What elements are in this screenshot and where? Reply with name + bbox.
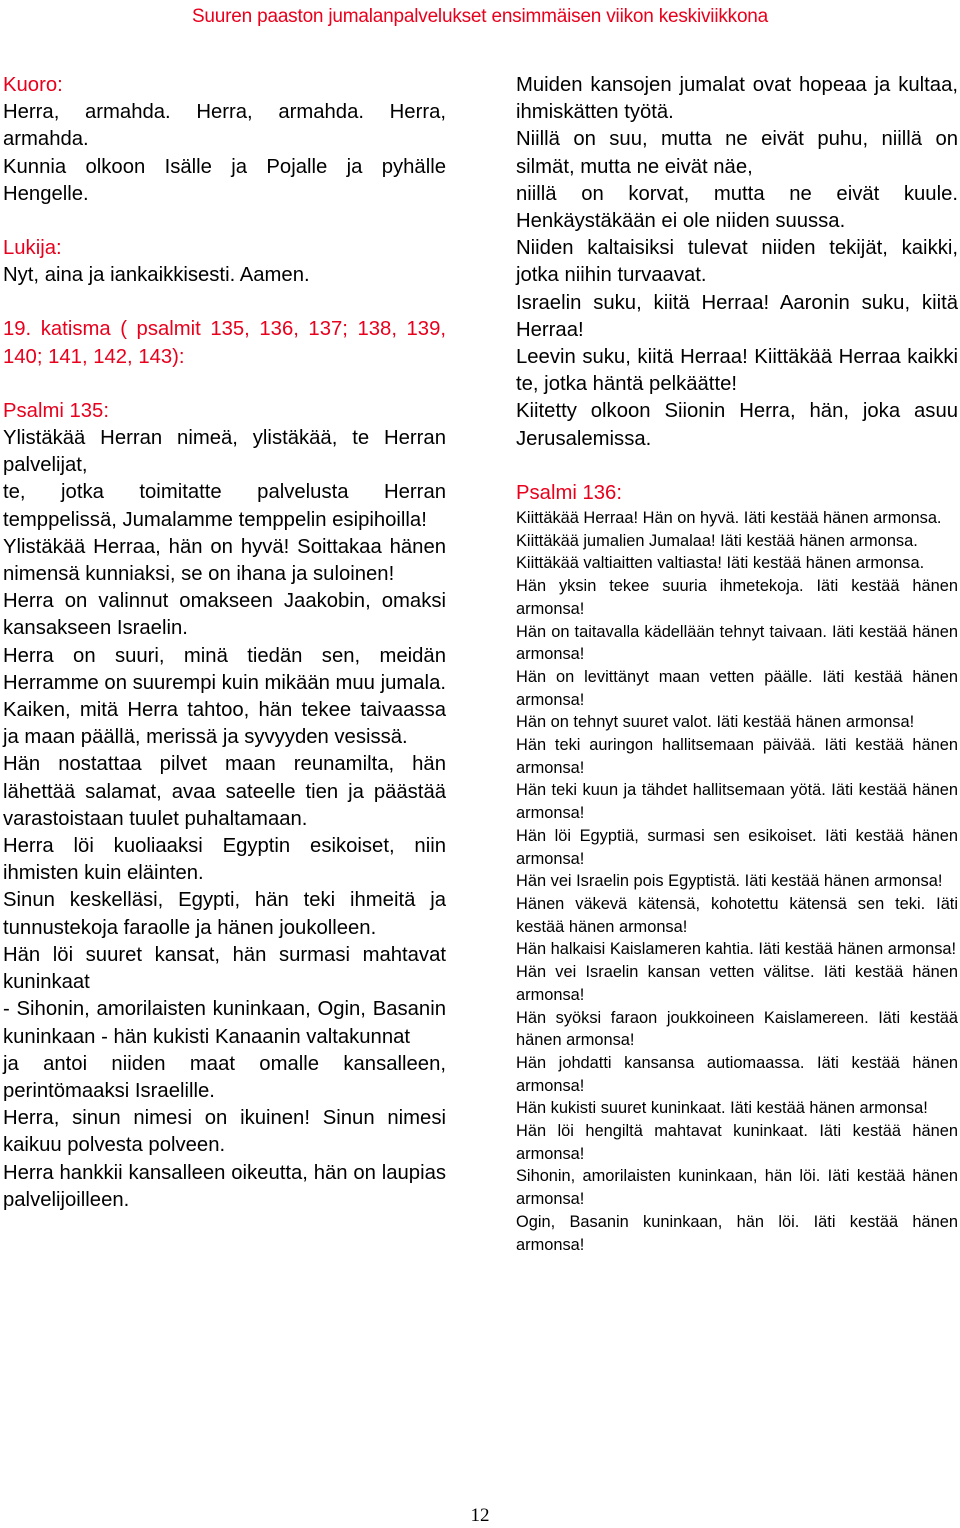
text-paragraph: Herra, sinun nimesi on ikuinen! Sinun nimesi kaikuu polvesta polveen. (3, 1107, 446, 1157)
text-paragraph: - Sihonin, amorilaisten kuninkaan, Ogin, Basanin kuninkaan - hän kukisti Kanaanin valtakunnat (3, 998, 446, 1048)
text-paragraph: Kaiken, mitä Herra tahtoo, hän tekee taivaassa ja maan päällä, merissä ja syvyyden vesissä. (3, 699, 446, 749)
katisma-heading: 19. katisma ( psalmit 135, 136, 137; 138, 139, 140; 141, 142, 143): (3, 318, 446, 368)
text-paragraph: Hän löi hengiltä mahtavat kuninkaat. Iäti kestää hänen armonsa! (516, 1122, 958, 1163)
text-paragraph: Herra on suuri, minä tiedän sen, meidän Herramme on suurempi kuin mikään muu jumala. (3, 644, 446, 694)
kuoro-text (3, 99, 446, 208)
text-paragraph: Sihonin, amorilaisten kuninkaan, hän löi. Iäti kestää hänen armonsa! (516, 1167, 958, 1209)
text-paragraph: Hän löi suuret kansat, hän surmasi mahtavat kuninkaat (3, 943, 446, 994)
psalm-135-title: Psalmi 135: (3, 399, 109, 422)
text-paragraph: Kiittäkää valtiaitten valtiasta! Iäti kestää hänen armonsa. (516, 554, 925, 573)
text-paragraph: Nyt, aina ja iankaikkisesti. Aamen. (3, 264, 310, 287)
text-paragraph: Leevin suku, kiitä Herraa! Kiittäkää Herraa kaikki te, jotka häntä pelkäätte! (516, 346, 958, 396)
text-paragraph: te, jotka toimitatte palvelusta Herran temppelissä, Jumalamme temppelin esipihoilla! (3, 481, 446, 531)
psalm-136-title: Psalmi 136: (516, 481, 622, 504)
text-paragraph: Herra, armahda. Herra, armahda. Herra, armahda. (3, 101, 446, 151)
psalm-135-text (3, 425, 446, 1214)
text-paragraph: Kiittäkää Herraa! Hän on hyvä. Iäti kestää hänen armonsa. (516, 509, 942, 528)
text-paragraph: Sinun keskelläsi, Egypti, hän teki ihmeitä ja tunnustekoja faraolle ja hänen joukolleen. (3, 889, 446, 939)
text-paragraph: ja antoi niiden maat omalle kansalleen, perintömaaksi Israelille. (3, 1052, 446, 1102)
text-paragraph: Kiittäkää jumalien Jumalaa! Iäti kestää hänen armonsa. (516, 531, 918, 550)
text-paragraph: Hän halkaisi Kaislameren kahtia. Iäti kestää hänen armonsa! (516, 940, 957, 959)
kuoro-label: Kuoro: (3, 74, 63, 96)
right-column (516, 72, 958, 1256)
page-header: Suuren paaston jumalanpalvelukset ensimmäisen viikon keskiviikkona (191, 6, 769, 27)
text-paragraph: Hän on tehnyt suuret valot. Iäti kestää hänen armonsa! (516, 713, 915, 732)
text-paragraph: Hän johdatti kansansa autiomaassa. Iäti kestää hänen armonsa! (516, 1053, 958, 1095)
text-paragraph: Ogin, Basanin kuninkaan, hän löi. Iäti kestää hänen armonsa! (516, 1212, 958, 1254)
text-paragraph: Hän nostattaa pilvet maan reunamilta, hän lähettää salamat, avaa sateelle tien ja päästää varastoistaan tuulet puhaltamaan. (3, 753, 446, 830)
text-paragraph: Kiitetty olkoon Siionin Herra, hän, joka asuu Jerusalemissa. (516, 400, 958, 450)
text-paragraph: Hän löi Egyptiä, surmasi sen esikoiset. Iäti kestää hänen armonsa! (516, 826, 958, 868)
text-paragraph: Niiden kaltaisiksi tulevat niiden tekijät, kaikki, jotka niihin turvaavat. (516, 237, 958, 287)
text-paragraph: Hänen väkevä kätensä, kohotettu kätensä sen teki. Iäti kestää hänen armonsa! (516, 895, 958, 936)
psalm-136-text (516, 507, 958, 1256)
text-paragraph: Herra löi kuoliaaksi Egyptin esikoiset, niin ihmisten kuin eläinten. (3, 835, 446, 885)
text-paragraph: Hän teki auringon hallitsemaan päivää. Iäti kestää hänen armonsa! (516, 736, 958, 777)
text-paragraph: Herra hankkii kansalleen oikeutta, hän on laupias palvelijoilleen. (3, 1161, 446, 1211)
text-paragraph: Ylistäkää Herran nimeä, ylistäkää, te Herran palvelijat, (3, 427, 446, 477)
text-paragraph: Hän teki kuun ja tähdet hallitsemaan yötä. Iäti kestää hänen armonsa! (516, 781, 958, 823)
text-paragraph: Niillä on suu, mutta ne eivät puhu, niillä on silmät, mutta ne eivät näe, (516, 128, 958, 178)
text-paragraph: Ylistäkää Herraa, hän on hyvä! Soittakaa hänen nimensä kunniaksi, se on ihana ja suloinen! (3, 535, 446, 586)
page-number: 12 (470, 1505, 490, 1526)
text-paragraph: niillä on korvat, mutta ne eivät kuule. Henkäystäkään ei ole niiden suussa. (516, 182, 958, 233)
text-paragraph: Muiden kansojen jumalat ovat hopeaa ja kultaa, ihmiskätten työtä. (516, 74, 958, 124)
text-paragraph: Israelin suku, kiitä Herraa! Aaronin suku, kiitä Herraa! (516, 291, 958, 341)
text-paragraph: Hän vei Israelin pois Egyptistä. Iäti kestää hänen armonsa! (516, 872, 943, 891)
text-paragraph: Kunnia olkoon Isälle ja Pojalle ja pyhälle Hengelle. (3, 155, 446, 205)
psalm-135-continued (516, 72, 958, 453)
text-paragraph: Hän on levittänyt maan vetten päälle. Iäti kestää hänen armonsa! (516, 667, 958, 709)
lukija-text (3, 262, 446, 289)
text-paragraph: Hän on taitavalla kädellään tehnyt taivaan. Iäti kestää hänen armonsa! (516, 622, 958, 664)
text-paragraph: Hän syöksi faraon joukkoineen Kaislamereen. Iäti kestää hänen armonsa! (516, 1008, 958, 1050)
text-paragraph: Herra on valinnut omakseen Jaakobin, omaksi kansakseen Israelin. (3, 590, 446, 640)
text-paragraph: Hän vei Israelin kansan vetten välitse. Iäti kestää hänen armonsa! (516, 963, 958, 1004)
lukija-label: Lukija: (3, 237, 62, 260)
text-paragraph: Hän kukisti suuret kuninkaat. Iäti kestää hänen armonsa! (516, 1099, 928, 1118)
left-column (3, 72, 446, 1214)
text-paragraph: Hän yksin tekee suuria ihmetekoja. Iäti kestää hänen armonsa! (516, 577, 958, 618)
